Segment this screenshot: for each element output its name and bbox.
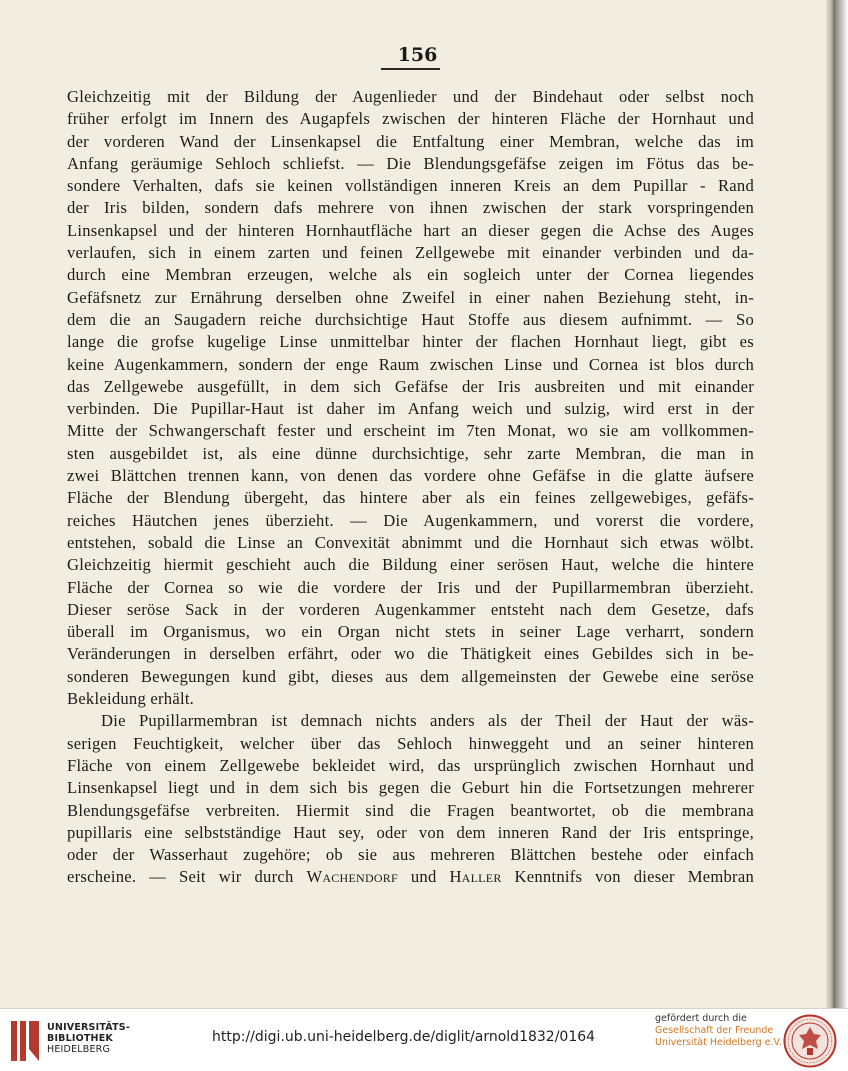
text-line: Gefäfsnetz zur Ernährung derselben ohne Zweifel in einer nahen Beziehung steht, in- (67, 287, 754, 307)
text-line: Gleichzeitig mit der Bildung der Augenlieder und der Bindehaut oder selbst noch (67, 87, 754, 106)
page-edge (826, 0, 835, 1008)
text-line: verbinden. Die Pupillar-Haut ist daher im Anfang weich und sulzig, wird erst in der (67, 399, 754, 419)
permalink-url[interactable]: http://digi.ub.uni-heidelberg.de/diglit/arnold1832/0164 (212, 1029, 596, 1045)
author-name-wachendorf: Wachendorf (306, 867, 398, 887)
page-shadow (835, 0, 848, 1008)
text-line: Anfang geräumige Sehloch schliefst. — Die Blendungsgefäfse zeigen im Fötus das be- (67, 153, 754, 173)
text-line: sondere Verhalten, dafs sie keinen vollständigen inneren Kreis an dem Pupillar - Rand (67, 176, 754, 196)
text-line: dem die an Saugadern reiche durchsichtige Haut Stoffe aus diesem aufnimmt. — So (67, 309, 754, 329)
library-name[interactable] (47, 1022, 130, 1055)
sponsor-name: Universität Heidelberg e.V. (655, 1037, 782, 1048)
text-line: das Zellgewebe ausgefüllt, in dem sich Gefäfse der Iris ausbreiten und mit einander (67, 376, 754, 396)
text-line: überall im Organismus, wo ein Organ nicht stets in seiner Lage verharrt, sondern (67, 622, 754, 642)
text-line: reiches Häutchen jenes überzieht. — Die Augenkammern, und vorerst die vordere, (67, 510, 754, 530)
library-name-line: UNIVERSITÄTS- (47, 1022, 130, 1033)
sponsor-intro: gefördert durch die (655, 1013, 747, 1024)
text-line: verlaufen, sich in einem zarten und feinen Zellgewebe mit einander verbinden und da- (67, 243, 754, 263)
text-line: Gleichzeitig hiermit geschieht auch die Bildung einer serösen Haut, welche die hintere (67, 555, 754, 575)
text-segment: Kenntnifs von dieser Membran (501, 867, 754, 887)
text-line: sonderen Bewegungen kund gibt, dieses aus dem allgemeinsten der Gewebe eine seröse (67, 666, 754, 686)
body-text (67, 86, 754, 889)
text-line: lange die grofse kugelige Linse unmittelbar hinter der flachen Hornhaut liegt, gibt es (67, 332, 754, 352)
library-name-line: BIBLIOTHEK (47, 1033, 113, 1044)
text-line: Dieser seröse Sack in der vorderen Augenkammer entsteht nach dem Gesetze, dafs (67, 599, 754, 619)
sponsor-name: Gesellschaft der Freunde (655, 1025, 774, 1036)
text-line: sten ausgebildet ist, als eine dünne durchsichtige, sehr zarte Membran, die man in (67, 443, 754, 463)
text-line: der vorderen Wand der Linsenkapsel die Entfaltung einer Membran, welche das im (67, 131, 754, 151)
text-line: Blendungsgefäfse verbreiten. Hiermit sind die Fragen beantwortet, ob die membrana (67, 800, 754, 820)
university-library-logo-icon[interactable] (10, 1019, 40, 1063)
text-line: Mitte der Schwangerschaft fester und erscheint im 7ten Monat, wo sie am vollkommen- (67, 421, 754, 441)
author-name-haller: Haller (449, 867, 502, 887)
text-segment: und (397, 867, 450, 887)
text-line: Fläche der Blendung übergeht, das hintere aber als ein feines zellgewebiges, gefäfs- (67, 488, 754, 508)
page-number-rule (381, 68, 440, 70)
text-line: entstehen, sobald die Linse an Convexität abnimmt und die Hornhaut sich etwas wölbt. (67, 532, 754, 552)
text-line: Veränderungen in derselben erfährt, oder wo die Thätigkeit eines Gebildes sich in be- (67, 644, 754, 664)
library-name-line: HEIDELBERG (47, 1044, 111, 1055)
text-line: Fläche der Cornea so wie die vordere der Iris und der Pupillarmembran überzieht. (67, 577, 754, 597)
text-line: Die Pupillarmembran ist demnach nichts anders als der Theil der Haut der wäs- (101, 711, 754, 731)
text-line: Fläche von einem Zellgewebe bekleidet wird, das ursprünglich zwischen Hornhaut und (67, 755, 754, 775)
page-number: 156 (397, 44, 438, 66)
text-line-final (67, 866, 754, 888)
text-segment: erscheine. — Seit wir durch (67, 867, 307, 887)
text-line: der Iris bilden, sondern dafs mehrere von ihnen zwischen der stark vorspringenden (67, 198, 754, 218)
text-line: Linsenkapsel liegt und in dem sich bis gegen die Geburt hin die Fortsetzungen mehrerer (67, 778, 754, 798)
sponsor-text[interactable] (655, 1013, 782, 1049)
text-line: durch eine Membran erzeugen, welche als ein sogleich unter der Cornea liegendes (67, 265, 754, 285)
text-line: keine Augenkammern, sondern der enge Raum zwischen Linse und Cornea ist blos durch (67, 354, 754, 374)
university-seal-icon[interactable] (783, 1014, 837, 1068)
text-line: pupillaris eine selbstständige Haut sey, oder von dem inneren Rand der Iris entspringe, (67, 822, 754, 842)
text-line: Linsenkapsel und der hinteren Hornhautfläche hart an dieser gegen die Achse des Auges (67, 220, 754, 240)
text-line: früher erfolgt im Innern des Augapfels zwischen der hinteren Fläche der Hornhaut und (67, 109, 754, 129)
text-line: zwei Blättchen trennen kann, von denen das vordere ohne Gefäfse in die glatte äufsere (67, 466, 754, 486)
footer-bar (0, 1008, 848, 1071)
text-line: Bekleidung erhält. (67, 689, 195, 709)
text-line: oder der Wasserhaut zugehöre; ob sie aus mehreren Blättchen bestehe oder einfach (67, 845, 754, 865)
text-line: serigen Feuchtigkeit, welcher über das Sehloch hinweggeht und an seiner hinteren (67, 733, 754, 753)
